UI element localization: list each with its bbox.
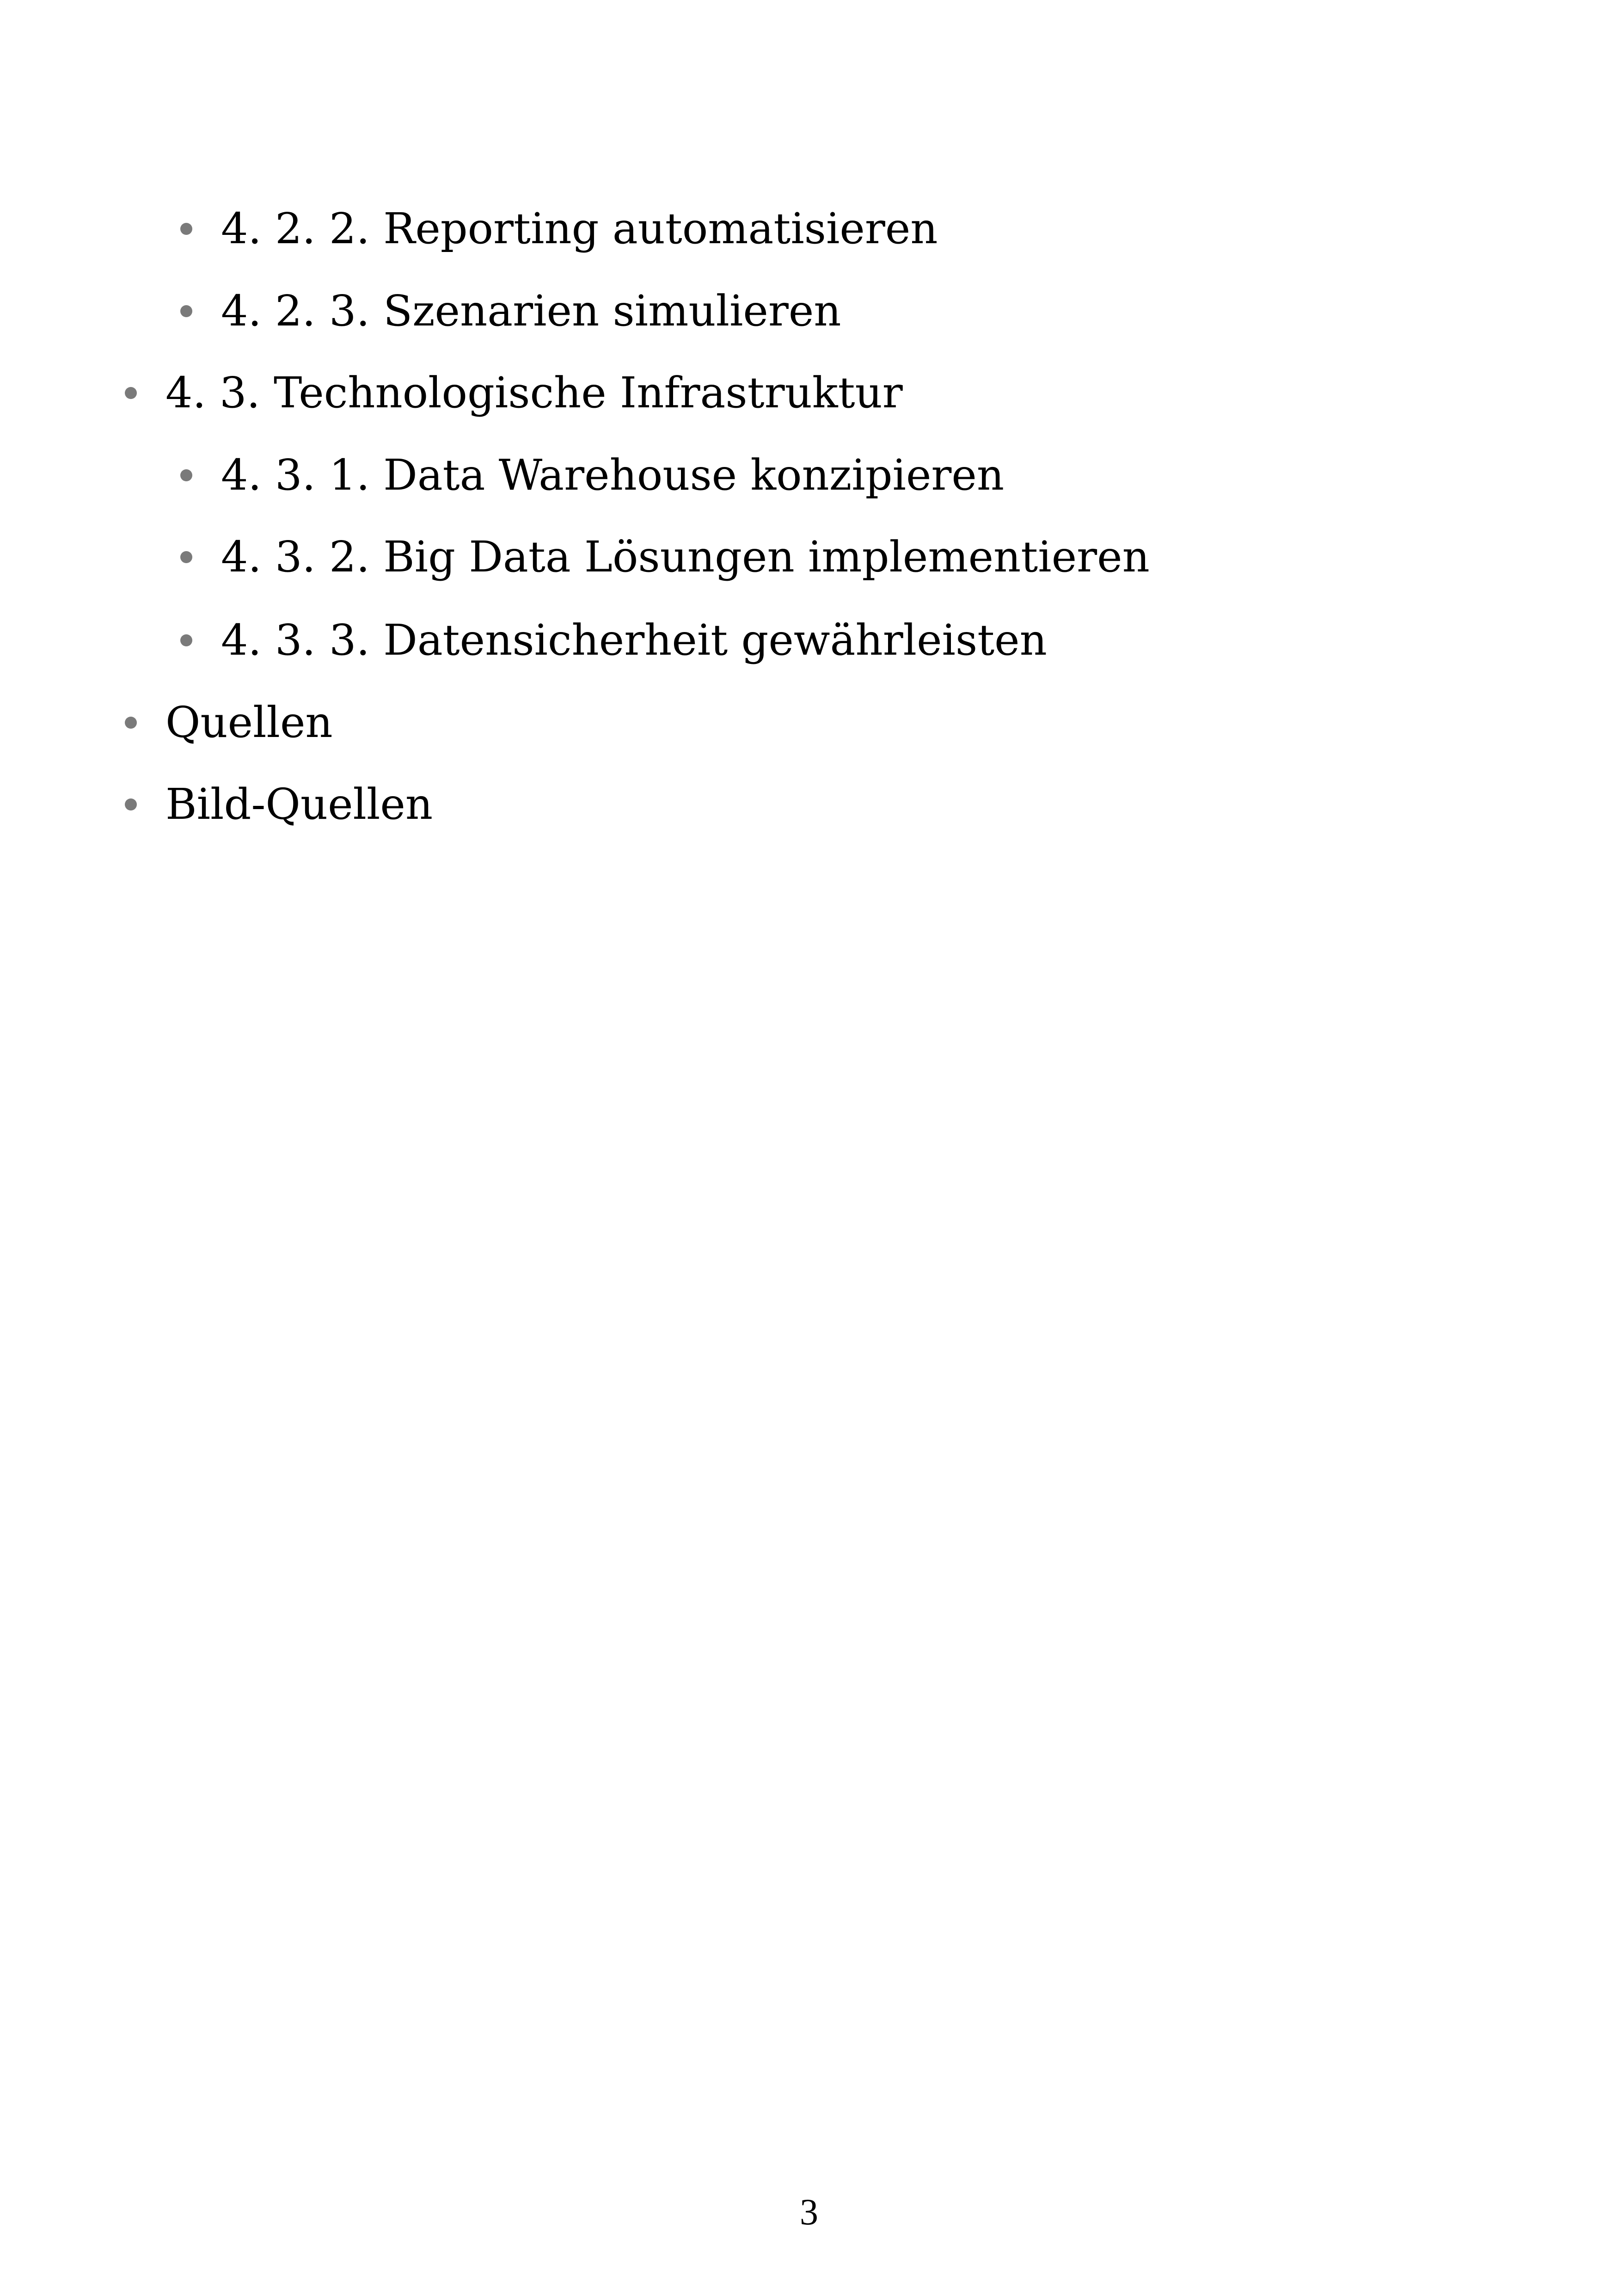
bullet-icon xyxy=(180,223,192,235)
toc-item-technologische-infrastruktur xyxy=(0,356,903,430)
bullet-icon xyxy=(125,387,137,399)
toc-item-datensicherheit xyxy=(0,603,1047,677)
toc-item-label: 4. 3. Technologische Infrastruktur xyxy=(165,368,903,417)
toc-item-big-data-loesungen xyxy=(0,520,1150,594)
page-number: 3 xyxy=(800,2192,818,2233)
bullet-icon xyxy=(180,469,192,481)
toc-item-reporting-automatisieren xyxy=(0,192,938,266)
bullet-icon xyxy=(180,551,192,563)
toc-item-data-warehouse xyxy=(0,438,1004,512)
bullet-icon xyxy=(125,717,137,729)
toc-item-label: 4. 3. 2. Big Data Lösungen implementieren xyxy=(221,532,1150,582)
bullet-icon xyxy=(180,305,192,317)
toc-item-label: 4. 2. 2. Reporting automatisieren xyxy=(221,204,938,253)
bullet-icon xyxy=(180,634,192,646)
toc-item-quellen xyxy=(0,686,333,760)
toc-item-bild-quellen xyxy=(0,767,433,841)
toc-item-label: 4. 3. 3. Datensicherheit gewährleisten xyxy=(221,615,1047,665)
toc-item-label: 4. 3. 1. Data Warehouse konzipieren xyxy=(221,450,1005,500)
toc-item-szenarien-simulieren xyxy=(0,274,841,348)
bullet-icon xyxy=(125,798,137,810)
toc-item-label: Quellen xyxy=(165,698,333,747)
toc-item-label: Bild-Quellen xyxy=(165,780,433,829)
toc-item-label: 4. 2. 3. Szenarien simulieren xyxy=(221,286,841,336)
